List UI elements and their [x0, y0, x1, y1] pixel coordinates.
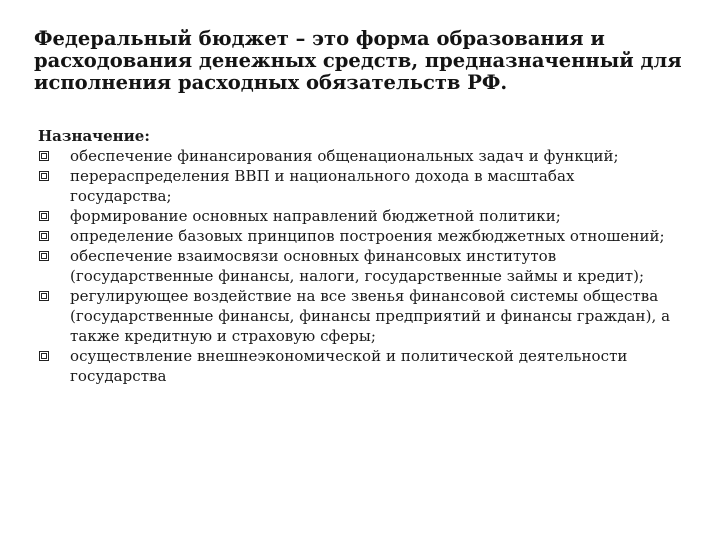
checkbox-square-icon: [39, 171, 49, 181]
list-item-text: осуществление внешнеэкономической и политической деятельности государства: [70, 347, 628, 385]
checkbox-square-icon: [39, 211, 49, 221]
checkbox-square-icon: [39, 291, 49, 301]
list-item-text: перераспределения ВВП и национального дохода в масштабах государства;: [70, 167, 575, 205]
list-item-text: формирование основных направлений бюджетной политики;: [70, 207, 561, 225]
list-item: [38, 346, 678, 386]
purpose-list: [38, 146, 678, 386]
checkbox-square-icon: [39, 251, 49, 261]
list-item-text: обеспечение финансирования общенациональных задач и функций;: [70, 147, 619, 165]
list-item: [38, 226, 678, 246]
list-item: [38, 286, 678, 346]
list-item-text: определение базовых принципов построения межбюджетных отношений;: [70, 227, 665, 245]
list-item: [38, 166, 678, 206]
slide-title: Федеральный бюджет – это форма образования и расходования денежных средств, предназначенный для исполнения расходных обязательств РФ.: [34, 27, 682, 94]
list-item-text: обеспечение взаимосвязи основных финансовых институтов (государственные финансы, налоги, государственные займы и кредит);: [70, 247, 645, 285]
list-item-text: регулирующее воздействие на все звенья финансовой системы общества (государственные финансы, финансы предприятий и финансы граждан), а также кредитную и страховую сферы;: [70, 287, 671, 345]
checkbox-square-icon: [39, 231, 49, 241]
list-item: [38, 246, 678, 286]
checkbox-square-icon: [39, 351, 49, 361]
section-heading: Назначение:: [38, 127, 150, 145]
list-item: [38, 206, 678, 226]
list-item: [38, 146, 678, 166]
slide-content: [38, 126, 678, 386]
checkbox-square-icon: [39, 151, 49, 161]
